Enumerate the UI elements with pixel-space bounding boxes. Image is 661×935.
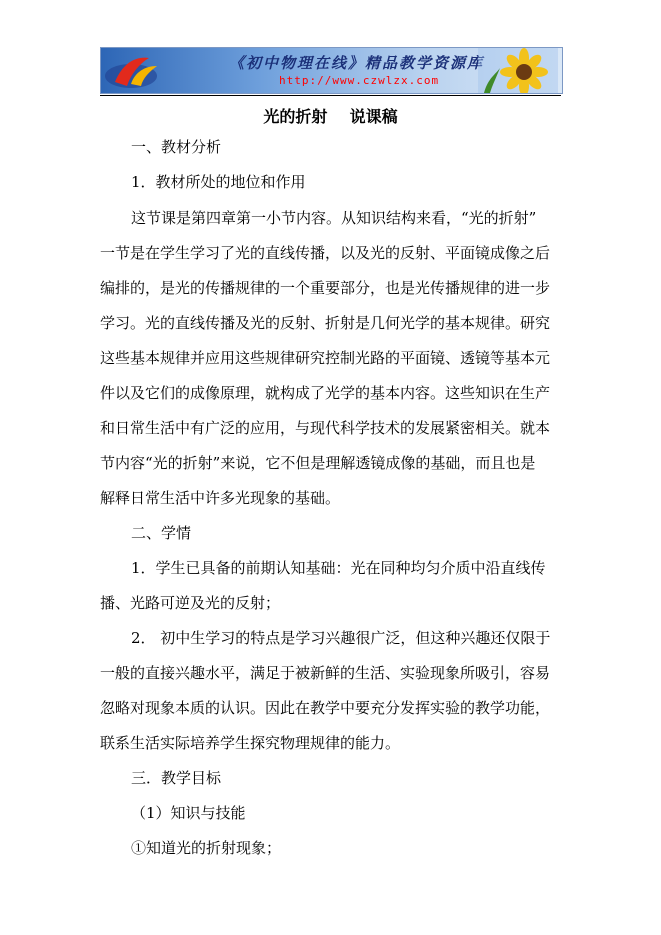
paragraph-line: 1．学生已具备的前期认知基础：光在同种均匀介质中沿直线传 [131,559,546,577]
paragraph-line: 这节课是第四章第一小节内容。从知识结构来看，“光的折射” [131,209,537,227]
paragraph-line: 联系生活实际培养学生探究物理规律的能力。 [100,734,401,752]
banner-title: 《初中物理在线》精品教学资源库 [229,54,485,72]
site-logo-icon [101,48,171,93]
list-item: ①知道光的折射现象； [131,839,282,857]
section-heading: 三．教学目标 [131,769,222,787]
document-title: 光的折射 说课稿 [263,107,398,126]
header-banner [100,47,563,94]
paragraph-line: 忽略对现象本质的认识。因此在教学中要充分发挥实验的教学功能， [100,699,551,717]
sunflower-icon [478,48,558,93]
subsection-heading: （1）知识与技能 [131,804,246,822]
paragraph-line: 这些基本规律并应用这些规律研究控制光路的平面镜、透镜等基本元 [100,349,551,367]
paragraph-line: 学习。光的直线传播及光的反射、折射是几何光学的基本规律。研究 [100,314,551,332]
paragraph-line: 节内容“光的折射”来说，它不但是理解透镜成像的基础，而且也是 [100,454,536,472]
paragraph-line: 解释日常生活中许多光现象的基础。 [100,489,341,507]
section-heading: 一、教材分析 [131,138,222,156]
paragraph-line: 编排的，是光的传播规律的一个重要部分，也是光传播规律的进一步 [100,279,551,297]
banner-url: http://www.czwlzx.com [279,74,440,87]
header-divider [100,95,561,96]
paragraph-line: 播、光路可逆及光的反射； [100,594,281,612]
paragraph-line: 件以及它们的成像原理，就构成了光学的基本内容。这些知识在生产 [100,384,551,402]
section-heading: 二、学情 [131,524,192,542]
paragraph-line: 2． 初中生学习的特点是学习兴趣很广泛，但这种兴趣还仅限于 [131,629,551,647]
paragraph-line: 一般的直接兴趣水平，满足于被新鲜的生活、实验现象所吸引，容易 [100,664,551,682]
paragraph-line: 一节是在学生学习了光的直线传播，以及光的反射、平面镜成像之后 [100,244,551,262]
subsection-heading: 1．教材所处的地位和作用 [131,173,306,191]
paragraph-line: 和日常生活中有广泛的应用，与现代科学技术的发展紧密相关。就本 [100,419,551,437]
